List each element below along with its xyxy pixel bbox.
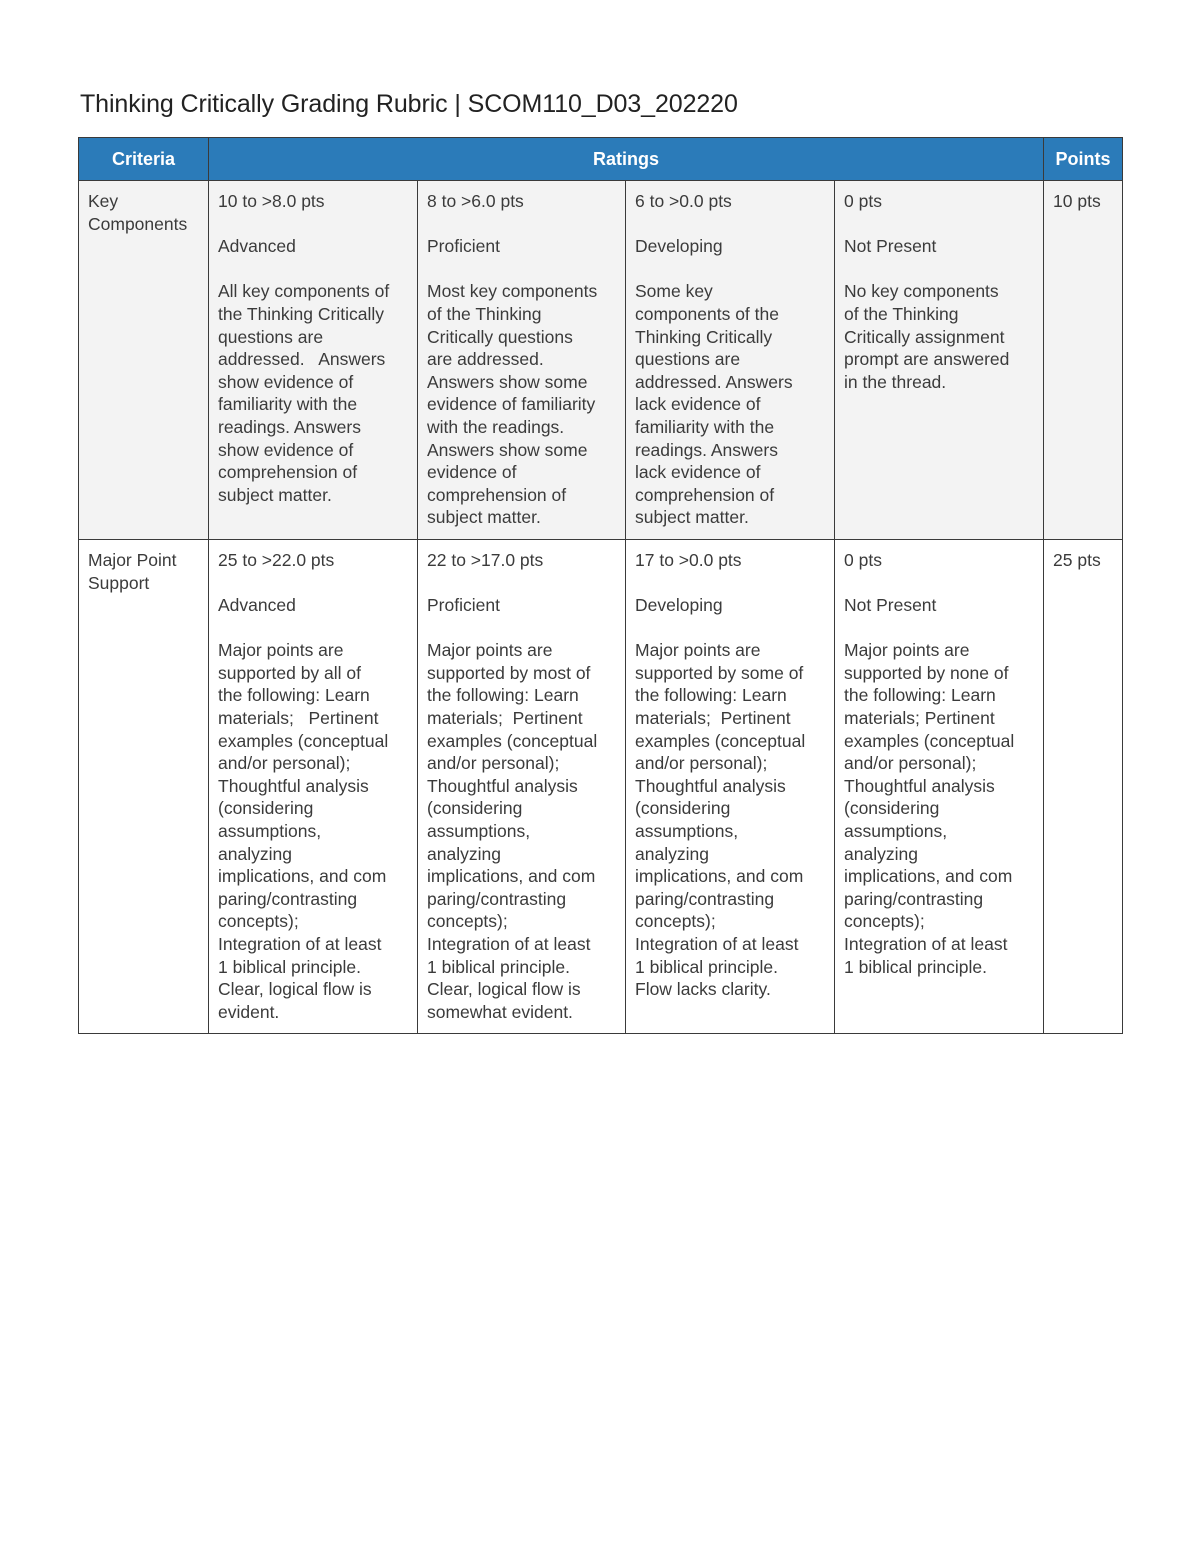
points-cell [1044,181,1123,540]
rating-description-line: examples (conceptual [427,730,598,751]
rating-description-line: Integration of at least [218,934,382,954]
spacer [844,258,1039,281]
criteria-cell [79,181,209,540]
rating-description-line: lack evidence of [635,394,761,415]
rating-description-line: paring/contrasting [218,888,358,909]
rating-description-line: paring/contrasting [427,888,567,909]
rating-description-line: addressed. Answers [635,371,793,392]
rating-description-line: of the Thinking [844,303,959,324]
rating-description-line: materials; Pertinent [635,708,791,729]
rating-description-line: and/or personal); [218,753,351,774]
rating-description-line: the following: Learn [427,685,579,706]
rating-cell [418,181,626,540]
rating-description-line: comprehension of [427,484,567,505]
spacer [218,213,413,236]
rating-description-line: Thoughtful analysis [427,775,578,796]
rating-description-line: analyzing [427,843,501,864]
rating-description-line: readings. Answers [635,439,778,460]
rating-description-line: implications, and com [844,866,1013,887]
rating-points-range: 22 to >17.0 pts [427,549,544,570]
rating-points-range: 8 to >6.0 pts [427,191,524,211]
rating-description-line: lack evidence of [635,462,761,483]
header-criteria: Criteria [79,138,209,181]
rating-description-line: concepts); [844,911,925,932]
rating-description-line: in the thread. [844,371,947,392]
rating-description-line: Answers show some [427,371,588,392]
rating-description-line: Critically questions [427,326,573,347]
rating-description-line: Thoughtful analysis [218,775,369,796]
rating-description-line: comprehension of [635,484,775,505]
rating-description-line: Thinking Critically [635,326,773,347]
rating-description-line: familiarity with the [635,416,775,437]
criteria-label-line: Major Point [88,549,177,570]
rating-description-line: components of the [635,303,779,324]
table-header-row [79,138,1123,181]
rating-description-line: assumptions, [218,821,322,842]
spacer [218,572,413,595]
rating-description-line: Integration of at least [844,934,1008,954]
rating-description-line: Most key components [427,281,598,302]
rubric-table [78,137,1123,1034]
rating-level: Advanced [218,595,296,616]
points-cell [1044,539,1123,1033]
rating-description-line: Critically assignment [844,326,1005,347]
rating-description-line: the following: Learn [218,685,370,706]
rating-description-line: assumptions, [635,821,739,842]
rating-description-line: 1 biblical principle. [218,956,361,977]
rating-description-line: examples (conceptual [844,730,1015,751]
rating-description-line: concepts); [427,911,508,932]
rating-description-line: materials; Pertinent [427,708,583,729]
rating-description-line: subject matter. [427,507,541,528]
rating-description-line: All key components of [218,281,390,302]
rating-cell [835,539,1044,1033]
rating-description-line: analyzing [844,843,918,864]
rating-description-line: implications, and com [218,866,387,887]
points-value: 10 pts [1053,191,1101,211]
spacer [635,258,830,281]
rating-description-line: Flow lacks clarity. [635,979,771,1000]
rating-points-range: 25 to >22.0 pts [218,549,335,570]
criteria-label-line: Support [88,572,150,593]
rating-description-line: 1 biblical principle. [635,956,778,977]
rating-description-line: Major points are [844,640,970,661]
rating-description-line: No key components [844,281,999,302]
rating-description-line: supported by none of [844,662,1009,683]
rating-description-line: Major points are [218,640,344,661]
rating-description-line: readings. Answers [218,416,361,437]
rating-description-line: analyzing [635,843,709,864]
rating-description-line: Thoughtful analysis [844,775,995,796]
rating-description-line: 1 biblical principle. [844,956,987,977]
rating-cell [209,181,418,540]
rating-level: Developing [635,595,723,616]
rating-description-line: questions are [218,326,324,347]
rating-description-line: subject matter. [218,484,332,505]
rating-description-line: concepts); [635,911,716,932]
rating-points-range: 10 to >8.0 pts [218,191,325,211]
rating-cell [626,181,835,540]
rating-description-line: evidence of familiarity [427,394,596,415]
rating-points-range: 6 to >0.0 pts [635,191,732,211]
rating-description-line: paring/contrasting [635,888,775,909]
rating-cell [209,539,418,1033]
rating-level: Proficient [427,595,500,616]
criteria-label-line: Components [88,213,188,234]
rating-description-line: concepts); [218,911,299,932]
rating-description-line: the following: Learn [844,685,996,706]
spacer [844,617,1039,640]
rating-description-line: (considering [844,798,940,819]
rating-description-line: (considering [427,798,523,819]
rating-description-line: Major points are [427,640,553,661]
rating-description-line: supported by some of [635,662,804,683]
rating-description-line: supported by most of [427,662,591,683]
rating-points-range: 0 pts [844,191,882,211]
rating-description-line: comprehension of [218,462,358,483]
rating-description-line: are addressed. [427,349,544,370]
spacer [218,258,413,281]
rating-description-line: with the readings. [427,416,565,437]
rating-description-line: examples (conceptual [218,730,389,751]
rating-description-line: Thoughtful analysis [635,775,786,796]
rating-description-line: Integration of at least [427,934,591,954]
rating-description-line: of the Thinking [427,303,542,324]
table-row [79,539,1123,1033]
rating-level: Not Present [844,236,937,257]
spacer [844,572,1039,595]
header-points: Points [1044,138,1123,181]
rating-description-line: materials; Pertinent [218,708,379,729]
rating-level: Advanced [218,236,296,257]
rating-description-line: show evidence of [218,439,354,460]
rating-cell [626,539,835,1033]
criteria-label-line: Key [88,191,119,211]
spacer [844,213,1039,236]
rating-description-line: familiarity with the [218,394,358,415]
rating-description-line: subject matter. [635,507,749,528]
rating-description-line: implications, and com [427,866,596,887]
rating-points-range: 0 pts [844,549,882,570]
rating-description-line: assumptions, [844,821,948,842]
rating-description-line: addressed. Answers [218,349,386,370]
spacer [218,617,413,640]
rating-description-line: Integration of at least [635,934,799,954]
spacer [427,213,621,236]
rating-description-line: evident. [218,1001,280,1022]
spacer [635,213,830,236]
rating-cell [835,181,1044,540]
points-value: 25 pts [1053,549,1101,570]
rating-description-line: and/or personal); [844,753,977,774]
rating-description-line: and/or personal); [427,753,560,774]
rating-description-line: paring/contrasting [844,888,984,909]
rating-description-line: the following: Learn [635,685,787,706]
rating-description-line: Answers show some [427,439,588,460]
rating-description-line: (considering [218,798,314,819]
rating-level: Developing [635,236,723,257]
rating-cell [418,539,626,1033]
rating-description-line: assumptions, [427,821,531,842]
rating-description-line: 1 biblical principle. [427,956,570,977]
spacer [427,617,621,640]
rating-description-line: materials; Pertinent [844,708,995,729]
rating-points-range: 17 to >0.0 pts [635,549,742,570]
spacer [635,617,830,640]
rating-description-line: questions are [635,349,741,370]
table-row [79,181,1123,540]
rating-description-line: analyzing [218,843,292,864]
rating-description-line: and/or personal); [635,753,768,774]
rating-description-line: Clear, logical flow is [218,979,372,1000]
rating-description-line: examples (conceptual [635,730,806,751]
page-title: Thinking Critically Grading Rubric | SCOM110_D03_202220 [80,90,738,118]
spacer [635,572,830,595]
header-ratings: Ratings [209,138,1044,181]
rating-description-line: supported by all of [218,662,362,683]
rating-description-line: implications, and com [635,866,804,887]
spacer [427,572,621,595]
rating-description-line: evidence of [427,462,517,483]
rating-description-line: the Thinking Critically [218,303,384,324]
spacer [427,258,621,281]
rating-description-line: somewhat evident. [427,1001,573,1022]
rating-level: Not Present [844,595,937,616]
rating-description-line: Clear, logical flow is [427,979,581,1000]
rating-description-line: prompt are answered [844,349,1010,370]
rating-level: Proficient [427,236,500,257]
rating-description-line: (considering [635,798,731,819]
rating-description-line: show evidence of [218,371,354,392]
rating-description-line: Some key [635,281,713,302]
criteria-cell [79,539,209,1033]
rating-description-line: Major points are [635,640,761,661]
